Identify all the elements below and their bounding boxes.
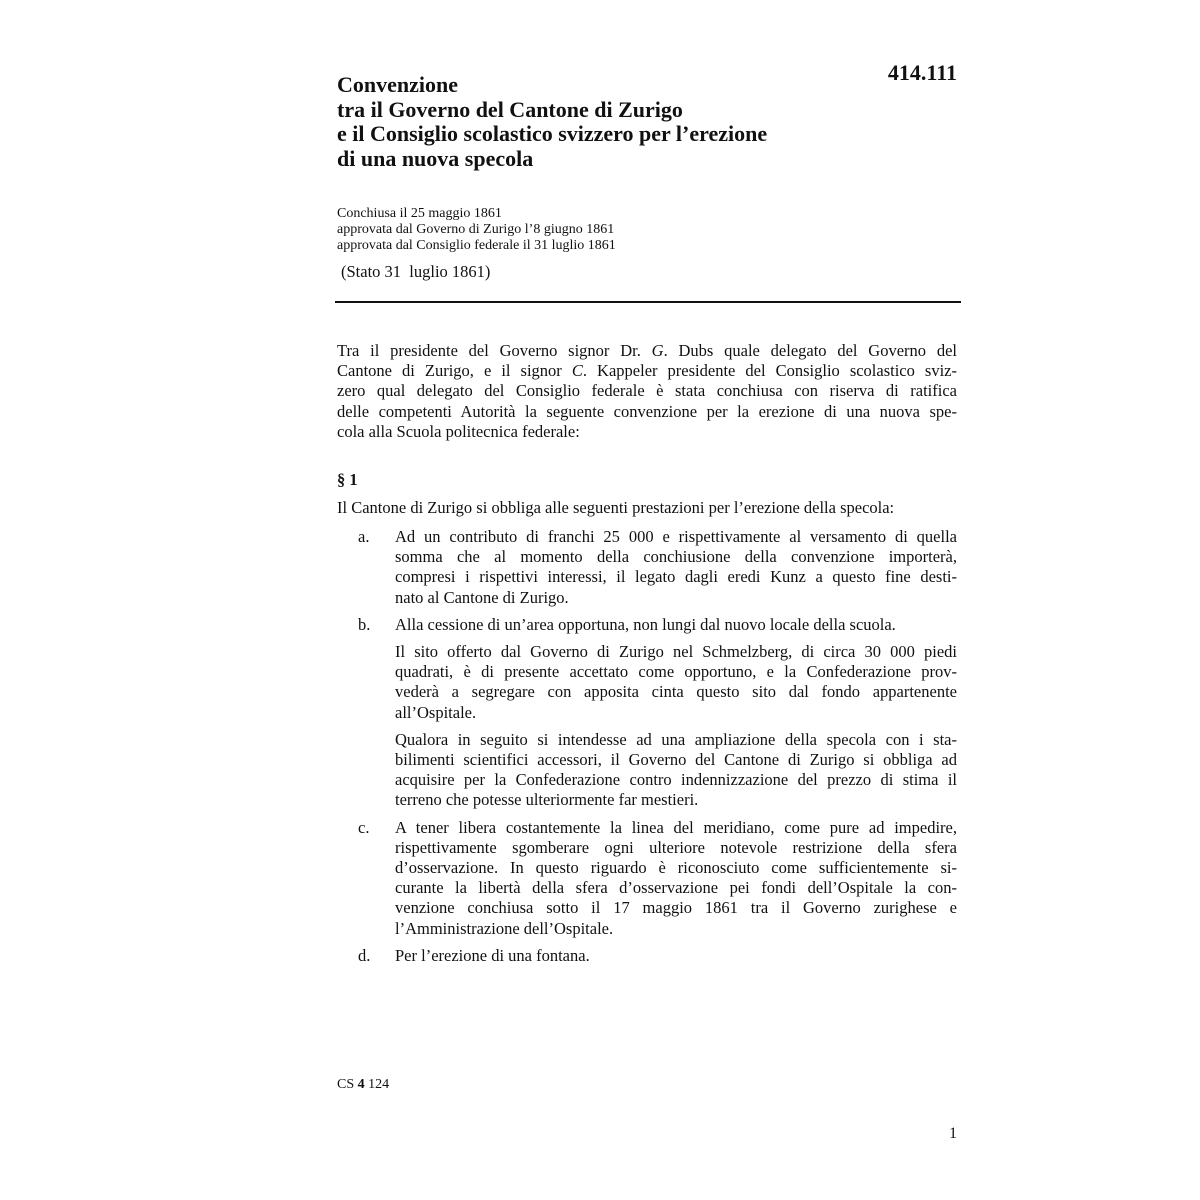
document-status: (Stato 31 luglio 1861) [341,262,491,281]
list-item-line: terreno che potesse ulteriormente far mestieri. [395,790,699,810]
preamble-line: delle competenti Autorità la seguente convenzione per la erezione di una nuova spe- [337,401,957,421]
header-divider [335,301,961,303]
list-item-line: l’Amministrazione dell’Ospitale. [395,918,614,938]
preamble-line [337,361,957,381]
title-line: e il Consiglio scolastico svizzero per l’erezione [337,121,768,146]
list-item-line: bilimenti scientifici accessori, il Governo del Cantone di Zurigo si obbliga ad [395,750,957,770]
list-item-line: Qualora in seguito si intendesse ad una ampliazione della specola con i sta- [395,729,957,749]
preamble-text: . Kappeler presidente del Consiglio scolastico sviz- [582,361,957,381]
enactment-line: Conchiusa il 25 maggio 1861 [337,206,502,221]
cs-prefix: CS [337,1077,358,1092]
list-item-paragraph [395,818,957,939]
cs-reference [337,1076,389,1094]
preamble-initial: G [651,341,664,360]
title-line: di una nuova specola [337,145,534,171]
enactment-info [337,206,897,254]
document-title [337,73,897,171]
obligation-list [337,527,957,973]
list-item-line: quadrati, è di presente accettato come opportuno, e la Confederazione prov- [395,662,957,682]
list-item-letter: a. [358,527,370,546]
page-number: 1 [949,1125,957,1142]
preamble-initial: C [571,361,583,381]
list-item-letter: b. [358,614,371,634]
title-line: tra il Governo del Cantone di Zurigo [337,96,683,122]
preamble-text: Cantone di Zurigo, e il signor [337,361,572,381]
list-item-line: rispettivamente sgomberare ogni ulteriore notevole restrizione della sfera [395,837,957,857]
list-item [337,946,957,966]
list-item-line: Ad un contributo di franchi 25 000 e rispettivamente al versamento di quella [395,527,957,546]
list-item-paragraph [395,730,957,811]
cs-page: 124 [364,1077,390,1092]
list-item-letter: d. [358,945,371,965]
list-item-paragraph [395,615,957,635]
enactment-line: approvata dal Consiglio federale il 31 luglio 1861 [337,238,616,253]
list-item-line: somma che al momento della conchiusione della convenzione importerà, [395,547,957,567]
list-item-line: acquisire per la Confederazione contro indennizzazione del prezzo di stima il [395,770,957,790]
title-line: Convenzione [337,72,458,97]
list-item-paragraph [395,642,957,723]
preamble-text: Tra il presidente del Governo signor Dr. [337,341,652,360]
list-item-line: all’Ospitale. [395,702,477,722]
section-heading: § 1 [337,470,358,489]
preamble-text: . Dubs quale delegato del Governo del [663,341,957,360]
list-item-line: curante la libertà della sfera d’osservazione pei fondi dell’Ospitale la con- [395,878,957,898]
section-intro: Il Cantone di Zurigo si obbliga alle seguenti prestazioni per l’erezione della specola: [337,498,895,517]
preamble [337,341,957,442]
list-item-line: compresi i rispettivi interessi, il legato dagli eredi Kunz a questo fine desti- [395,567,957,587]
list-item-line: Alla cessione di un’area opportuna, non lungi dal nuovo locale della scuola. [395,614,896,634]
preamble-line: cola alla Scuola politecnica federale: [337,421,580,441]
list-item-line: nato al Cantone di Zurigo. [395,587,569,607]
list-item-line: venzione conchiusa sotto il 17 maggio 1861 tra il Governo zurighese e [395,898,957,918]
list-item-line: vederà a segregare con apposita cinta questo sito dal fondo appartenente [395,682,957,702]
preamble-line: zero qual delegato del Consiglio federale è stata conchiusa con riserva di ratifica [337,381,957,401]
cs-volume: 4 [357,1077,365,1092]
list-item [337,818,957,939]
list-item-line: d’osservazione. In questo riguardo è riconosciuto come sufficientemente si- [395,858,957,878]
sr-number: 414.111 [887,60,957,85]
list-item-paragraph [395,527,957,608]
list-item-line: Il sito offerto dal Governo di Zurigo nel Schmelzberg, di circa 30 000 piedi [395,642,957,662]
list-item-line: Per l’erezione di una fontana. [395,945,590,965]
list-item [337,527,957,608]
enactment-line: approvata dal Governo di Zurigo l’8 giugno 1861 [337,222,615,237]
list-item-line: A tener libera costantemente la linea del meridiano, come pure ad impedire, [395,817,957,837]
preamble-line [337,341,957,361]
list-item-letter: c. [358,817,370,837]
list-item-paragraph [395,946,957,966]
list-item [337,615,957,811]
